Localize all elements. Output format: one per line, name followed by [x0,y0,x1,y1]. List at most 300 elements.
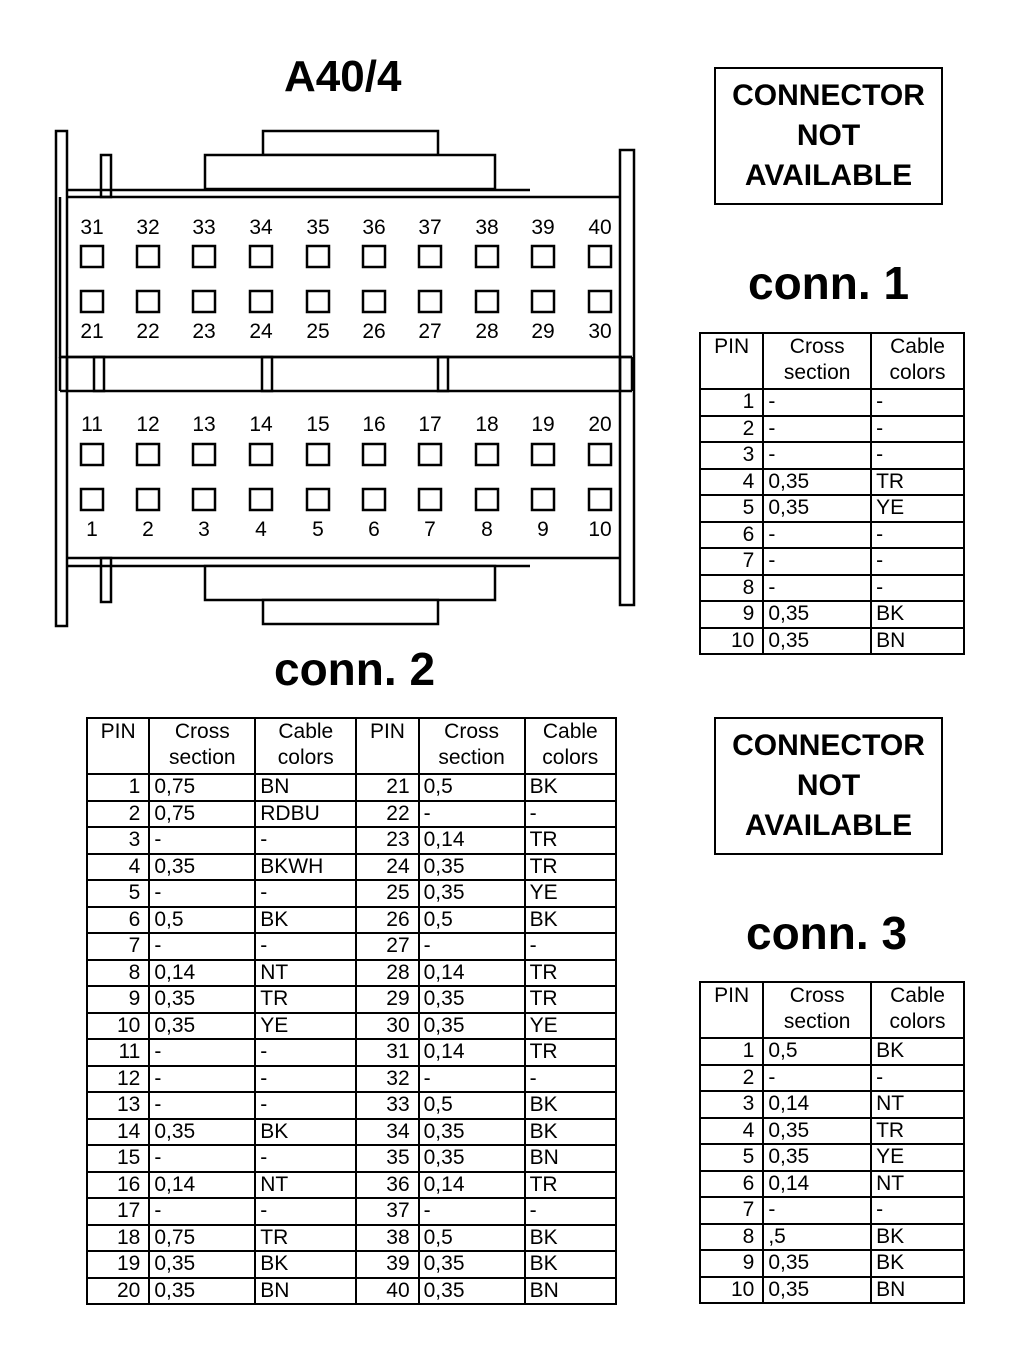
cross-section-cell: - [149,880,255,907]
pin-cell: 9 [700,601,763,628]
cable-color-cell: - [255,827,356,854]
pin-cell: 19 [87,1251,149,1278]
pin-cell: 12 [87,1066,149,1093]
cable-color-cell: TR [525,960,616,987]
pin-cell: 8 [87,960,149,987]
cable-color-cell: TR [871,1118,964,1145]
pin-cell: 35 [356,1145,418,1172]
table-row [700,1091,964,1118]
cross-section-cell: 0,35 [149,854,255,881]
cross-section-cell: 0,35 [419,880,525,907]
table-row [700,1118,964,1145]
cable-color-cell: BN [525,1278,616,1305]
cross-section-cell: 0,14 [763,1091,871,1118]
table-row [87,880,616,907]
cable-color-cell: - [871,575,964,602]
pin-cell: 37 [356,1198,418,1225]
pin-socket [363,489,385,510]
cable-color-cell: BKWH [255,854,356,881]
pin-socket [137,489,159,510]
pin-number-label: 12 [136,413,160,436]
pin-number-label: 22 [136,320,160,343]
pin-number-label: 18 [475,413,499,436]
pin-cell: 28 [356,960,418,987]
cable-color-cell: - [255,880,356,907]
pin-number-label: 20 [588,413,612,436]
cable-color-cell: BK [871,1250,964,1277]
pin-socket [419,444,441,465]
pin-cell: 10 [700,628,763,655]
pin-number-label: 19 [531,413,555,436]
pin-cell: 25 [356,880,418,907]
pin-cell: 6 [87,907,149,934]
pin-number-label: 34 [249,216,273,239]
pin-cell: 10 [87,1013,149,1040]
table-row [700,628,964,655]
pin-socket [532,291,554,312]
na-line: AVAILABLE [744,159,913,192]
table-row [87,1145,616,1172]
table-row [700,1250,964,1277]
pin-cell: 1 [87,774,149,801]
pin-socket [363,291,385,312]
pin-socket [81,246,103,267]
cross-section-cell: - [763,575,871,602]
cross-section-cell: - [419,933,525,960]
pin-cell: 32 [356,1066,418,1093]
cable-color-cell: BN [871,628,964,655]
cross-section-header: Cross section [149,718,255,774]
cable-color-cell: YE [525,880,616,907]
cross-section-cell: 0,35 [419,1013,525,1040]
cross-section-cell: 0,14 [419,1039,525,1066]
cable-color-cell: TR [525,854,616,881]
pin-cell: 3 [700,442,763,469]
cable-colors-header: Cable colors [255,718,356,774]
pin-cell: 5 [700,495,763,522]
pin-cell: 4 [87,854,149,881]
table-row [700,469,964,496]
pin-socket [363,444,385,465]
pin-socket [193,489,215,510]
pin-cell: 23 [356,827,418,854]
pin-socket [137,444,159,465]
cable-color-cell: BN [525,1145,616,1172]
pin-number-label: 7 [424,518,436,541]
cable-color-cell: TR [255,986,356,1013]
pin-cell: 15 [87,1145,149,1172]
cross-section-cell: 0,35 [763,628,871,655]
cross-section-cell: 0,5 [419,774,525,801]
pin-socket [250,444,272,465]
pin-cell: 29 [356,986,418,1013]
cross-section-cell: 0,35 [419,1278,525,1305]
cross-section-cell: - [149,1092,255,1119]
connector-not-available-2 [714,717,943,855]
cable-color-cell: BN [255,774,356,801]
pin-socket [589,291,611,312]
pin-socket [307,291,329,312]
conn1-title: conn. 1 [748,257,910,309]
cross-section-cell: 0,35 [419,1251,525,1278]
pin-cell: 33 [356,1092,418,1119]
pin-socket [476,246,498,267]
pin-cell: 1 [700,1038,763,1065]
cross-section-cell: 0,14 [149,960,255,987]
cable-color-cell: TR [871,469,964,496]
cable-color-cell: TR [525,1039,616,1066]
pin-header: PIN [700,333,763,389]
cross-section-cell: 0,14 [763,1171,871,1198]
pin-header: PIN [87,718,149,774]
cross-section-cell: - [763,416,871,443]
pin-socket [137,291,159,312]
pin-socket [250,291,272,312]
pin-cell: 1 [700,389,763,416]
pin-cell: 30 [356,1013,418,1040]
table-row [87,986,616,1013]
cable-color-cell: YE [525,1013,616,1040]
cross-section-cell: 0,35 [763,1277,871,1304]
cross-section-cell: 0,35 [763,1118,871,1145]
table-row [700,1224,964,1251]
pin-socket [419,291,441,312]
cable-color-cell: - [525,1066,616,1093]
pin-number-label: 21 [80,320,104,343]
cable-color-cell: - [255,1198,356,1225]
cross-section-cell: - [149,1039,255,1066]
pin-socket [193,444,215,465]
cross-section-cell: 0,35 [149,986,255,1013]
cross-section-header: Cross section [763,333,871,389]
cable-color-cell: BK [871,1224,964,1251]
pin-number-label: 14 [249,413,273,436]
cross-section-cell: - [149,1198,255,1225]
cable-color-cell: - [255,1066,356,1093]
table-row [700,1171,964,1198]
cable-color-cell: BK [255,907,356,934]
pin-cell: 14 [87,1119,149,1146]
cable-color-cell: TR [525,827,616,854]
cross-section-cell: 0,5 [419,1092,525,1119]
cable-color-cell: - [255,1039,356,1066]
pin-socket [476,489,498,510]
pin-number-label: 4 [255,518,267,541]
pin-cell: 27 [356,933,418,960]
table-row [87,907,616,934]
cable-colors-header: Cable colors [871,982,964,1038]
cable-color-cell: BK [525,1119,616,1146]
cable-color-cell: - [871,442,964,469]
pin-socket [532,246,554,267]
cable-color-cell: BN [871,1277,964,1304]
cable-colors-header: Cable colors [871,333,964,389]
cable-color-cell: - [525,933,616,960]
na-line: AVAILABLE [744,809,913,842]
pin-cell: 5 [87,880,149,907]
na-line: NOT [796,119,861,152]
pin-number-label: 15 [306,413,330,436]
cross-section-cell: - [149,1145,255,1172]
pin-number-label: 38 [475,216,499,239]
na-line: CONNECTOR [732,729,925,762]
pin-socket [476,291,498,312]
pin-cell: 3 [87,827,149,854]
cross-section-cell: 0,75 [149,774,255,801]
pin-cell: 39 [356,1251,418,1278]
table-row [87,1225,616,1252]
pin-socket [307,444,329,465]
cable-color-cell: NT [255,960,356,987]
pin-number-label: 27 [418,320,442,343]
pin-cell: 34 [356,1119,418,1146]
table-row [87,854,616,881]
pin-cell: 4 [700,1118,763,1145]
cross-section-cell: - [149,1066,255,1093]
pin-cell: 3 [700,1091,763,1118]
cross-section-cell: 0,14 [419,1172,525,1199]
pin-number-label: 11 [81,413,103,436]
cable-colors-header: Cable colors [525,718,616,774]
table-row [700,1197,964,1224]
pin-socket [589,444,611,465]
pin-number-label: 35 [306,216,330,239]
cable-color-cell: BK [255,1251,356,1278]
cross-section-header: Cross section [763,982,871,1038]
cross-section-cell: 0,35 [149,1119,255,1146]
conn2-title: conn. 2 [274,643,436,695]
cable-color-cell: BK [525,774,616,801]
cable-color-cell: - [525,801,616,828]
pin-cell: 9 [700,1250,763,1277]
cross-section-cell: 0,35 [763,1144,871,1171]
pin-number-label: 37 [418,216,442,239]
table-row [87,1172,616,1199]
table-row [700,601,964,628]
pin-cell: 6 [700,1171,763,1198]
cross-section-cell: 0,35 [419,1119,525,1146]
connector-title: A40/4 [284,52,402,101]
pin-number-label: 40 [588,216,612,239]
table-row [700,495,964,522]
conn3-table [699,981,965,1304]
pin-cell: 7 [700,1197,763,1224]
pin-cell: 17 [87,1198,149,1225]
cable-color-cell: YE [255,1013,356,1040]
table-row [700,442,964,469]
pin-number-label: 24 [249,320,273,343]
pin-socket [81,444,103,465]
cable-color-cell: BK [525,1092,616,1119]
pin-number-label: 3 [198,518,210,541]
pin-number-label: 17 [418,413,442,436]
cross-section-cell: - [763,522,871,549]
pin-socket [419,246,441,267]
pin-socket [137,246,159,267]
table-row [700,575,964,602]
cross-section-cell: 0,35 [419,1145,525,1172]
cross-section-cell: 0,35 [149,1278,255,1305]
pin-cell: 4 [700,469,763,496]
pin-socket [250,246,272,267]
cross-section-cell: - [149,827,255,854]
pin-cell: 5 [700,1144,763,1171]
pin-socket [81,291,103,312]
pin-number-label: 1 [86,518,98,541]
pin-cell: 22 [356,801,418,828]
cross-section-cell: 0,75 [149,1225,255,1252]
pin-number-label: 8 [481,518,493,541]
pin-cell: 40 [356,1278,418,1305]
pin-cell: 38 [356,1225,418,1252]
cable-color-cell: - [871,1197,964,1224]
cross-section-cell: - [763,442,871,469]
pin-number-label: 30 [588,320,612,343]
cross-section-cell: - [763,548,871,575]
pin-socket [532,444,554,465]
pin-cell: 6 [700,522,763,549]
table-row [700,389,964,416]
pin-number-label: 32 [136,216,160,239]
pin-number-label: 29 [531,320,555,343]
cross-section-cell: - [149,933,255,960]
cross-section-cell: 0,35 [149,1013,255,1040]
cable-color-cell: BK [255,1119,356,1146]
pin-socket [363,246,385,267]
pin-number-label: 23 [192,320,216,343]
cross-section-cell: 0,35 [763,1250,871,1277]
table-row [700,1065,964,1092]
cross-section-cell: - [763,1065,871,1092]
pin-socket [250,489,272,510]
table-row [87,1251,616,1278]
conn2-table [86,717,617,1305]
cable-color-cell: BK [871,1038,964,1065]
cross-section-cell: 0,14 [419,827,525,854]
table-row [87,933,616,960]
cable-color-cell: YE [871,495,964,522]
cable-color-cell: TR [525,986,616,1013]
pin-cell: 24 [356,854,418,881]
cable-color-cell: NT [871,1171,964,1198]
cross-section-cell: 0,5 [763,1038,871,1065]
pin-cell: 10 [700,1277,763,1304]
table-row [87,827,616,854]
cable-color-cell: - [871,1065,964,1092]
pin-number-label: 39 [531,216,555,239]
table-row [87,1198,616,1225]
pin-cell: 36 [356,1172,418,1199]
table-row [700,416,964,443]
pin-number-label: 28 [475,320,499,343]
cable-color-cell: - [871,522,964,549]
pin-socket [589,246,611,267]
cross-section-cell: 0,75 [149,801,255,828]
cross-section-cell: 0,35 [149,1251,255,1278]
pin-socket [532,489,554,510]
table-row [87,801,616,828]
pin-number-label: 31 [80,216,104,239]
cross-section-cell: - [419,1066,525,1093]
pin-cell: 7 [87,933,149,960]
table-row [700,1038,964,1065]
table-row [87,1092,616,1119]
cable-color-cell: NT [871,1091,964,1118]
pin-socket [419,489,441,510]
pin-cell: 21 [356,774,418,801]
pin-number-label: 25 [306,320,330,343]
pin-socket [307,489,329,510]
cable-color-cell: BK [525,1251,616,1278]
table-row [87,1066,616,1093]
cross-section-cell: 0,35 [763,495,871,522]
table-row [87,1013,616,1040]
cable-color-cell: BK [525,1225,616,1252]
cross-section-cell: 0,5 [419,907,525,934]
pin-number-label: 26 [362,320,386,343]
cable-color-cell: - [871,416,964,443]
cable-color-cell: - [525,1198,616,1225]
cross-section-cell: - [419,801,525,828]
pin-number-label: 2 [142,518,154,541]
cross-section-cell: 0,35 [763,601,871,628]
table-row [87,960,616,987]
table-row [700,522,964,549]
pin-cell: 18 [87,1225,149,1252]
table-row [700,1144,964,1171]
pin-cell: 2 [700,416,763,443]
cable-color-cell: RDBU [255,801,356,828]
pin-socket [476,444,498,465]
table-row [87,1278,616,1305]
cable-color-cell: TR [525,1172,616,1199]
table-row [87,1039,616,1066]
cross-section-header: Cross section [419,718,525,774]
pin-cell: 9 [87,986,149,1013]
pin-socket [193,291,215,312]
pin-cell: 8 [700,1224,763,1251]
pin-header: PIN [700,982,763,1038]
cable-color-cell: - [255,1145,356,1172]
cross-section-cell: ,5 [763,1224,871,1251]
pin-number-label: 6 [368,518,380,541]
pin-number-label: 5 [312,518,324,541]
pin-socket [589,489,611,510]
pin-cell: 31 [356,1039,418,1066]
cable-color-cell: NT [255,1172,356,1199]
cross-section-cell: 0,14 [419,960,525,987]
cable-color-cell: YE [871,1144,964,1171]
cross-section-cell: 0,35 [419,986,525,1013]
cross-section-cell: - [763,389,871,416]
pin-number-label: 33 [192,216,216,239]
cable-color-cell: TR [255,1225,356,1252]
cable-color-cell: - [871,548,964,575]
cable-color-cell: - [255,1092,356,1119]
cross-section-cell: - [763,1197,871,1224]
pin-cell: 26 [356,907,418,934]
pin-number-label: 36 [362,216,386,239]
cross-section-cell: 0,5 [149,907,255,934]
pin-cell: 8 [700,575,763,602]
pin-number-label: 10 [588,518,612,541]
pin-socket [193,246,215,267]
conn3-title: conn. 3 [746,907,908,959]
pin-cell: 11 [87,1039,149,1066]
pin-socket [81,489,103,510]
cable-color-cell: - [255,933,356,960]
pin-cell: 13 [87,1092,149,1119]
